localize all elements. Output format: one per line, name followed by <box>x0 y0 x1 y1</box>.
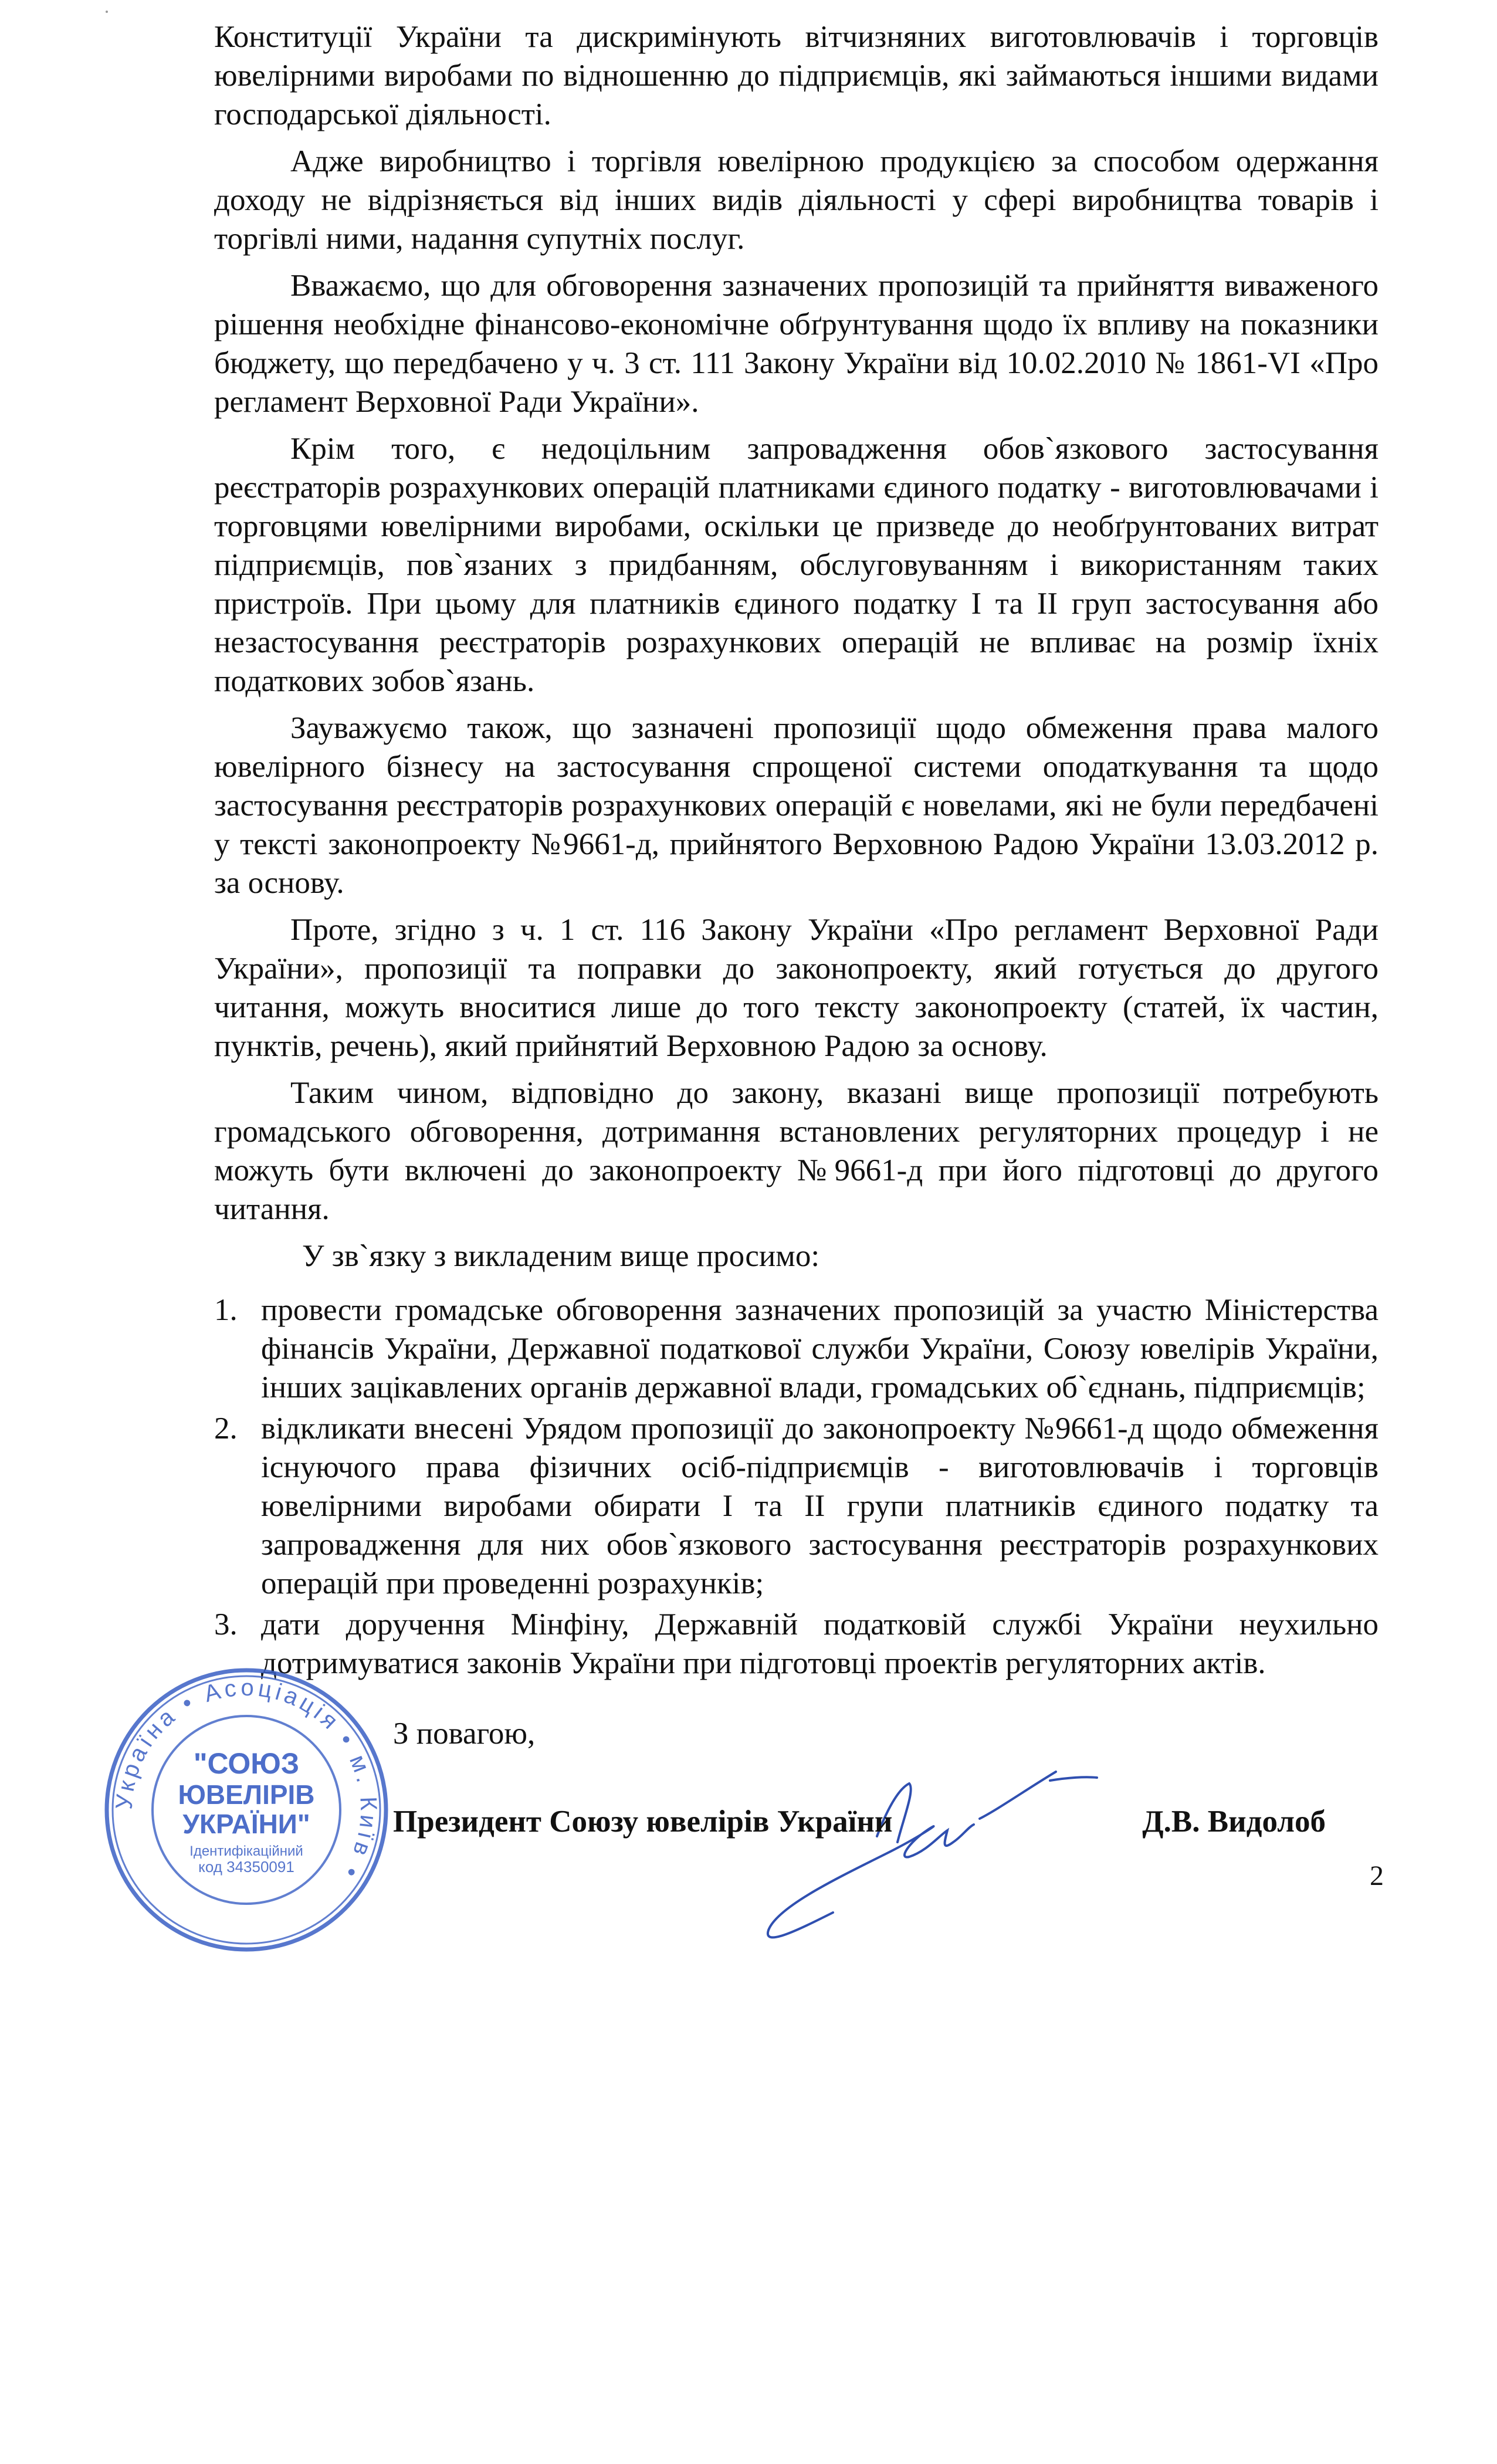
signatory-name: Д.В. Видолоб <box>1142 1805 1326 1839</box>
signature-stroke <box>1050 1777 1097 1781</box>
stamp-line-3: УКРАЇНИ" <box>182 1809 310 1839</box>
signature-line <box>393 1804 1326 1839</box>
stamp-ring-text: Україна • Асоціація • м. Київ • <box>111 1674 382 1886</box>
request-text: провести громадське обговорення зазначених пропозицій за участю Міністерства фінансів України, Державної податкової служби України, Союзу ювелірів України, інших зацікавлених органів державної влади, громадських об`єднань, підприємців; <box>261 1293 1379 1404</box>
request-text: дати доручення Мінфіну, Державній податковій службі України неухильно дотримуватися законів України при підготовці проектів регуляторних актів. <box>261 1607 1379 1680</box>
paragraph: Таким чином, відповідно до закону, вказані вище пропозиції потребують громадського обговорення, дотримання встановлених регуляторних процедур і не можуть бути включені до законопроекту №9661-д при його підготовці до другого читання. <box>214 1076 1379 1226</box>
letter-body <box>214 18 1379 1685</box>
request-text: відкликати внесені Урядом пропозиції до законопроекту №9661-д щодо обмеження існуючого права фізичних осіб-підприємців - виготовлювачів і торговців ювелірними виробами обирати І та ІІ групи платників єдиного податку та запровадження для них обов`язкового застосування реєстраторів розрахункових операцій при проведенні розрахунків; <box>261 1412 1379 1600</box>
scan-artifact <box>106 11 108 13</box>
signature-stroke <box>768 1825 974 1937</box>
union-stamp <box>100 1663 393 1957</box>
paragraph: Проте, згідно з ч. 1 ст. 116 Закону України «Про регламент Верховної Ради України», пропозиції та поправки до законопроекту, який готується до другого читання, можуть вноситися лише до того тексту законопроекту (статей, їх частин, пунктів, речень), який прийнятий Верховною Радою за основу. <box>214 913 1379 1063</box>
request-item <box>214 1409 1379 1603</box>
page-number: 2 <box>1370 1860 1384 1891</box>
paragraph: Зауважуємо також, що зазначені пропозиції щодо обмеження права малого ювелірного бізнесу на застосування спрощеної системи оподаткування та щодо застосування реєстраторів розрахункових операцій є новелами, які не були передбачені у тексті законопроекту №9661-д, прийнятого Верховною Радою України 13.03.2012 р. за основу. <box>214 711 1379 900</box>
handwritten-signature <box>751 1754 1197 1965</box>
request-intro: У зв`язку з викладеним вище просимо: <box>302 1239 820 1273</box>
request-list <box>214 1291 1379 1683</box>
request-number: 3. <box>214 1607 238 1641</box>
stamp-line-2: ЮВЕЛІРІВ <box>178 1779 315 1810</box>
stamp-id-code: код 34350091 <box>198 1858 294 1876</box>
request-number: 2. <box>214 1412 238 1446</box>
request-item <box>214 1291 1379 1407</box>
request-number: 1. <box>214 1293 238 1327</box>
signatory-title: Президент Союзу ювелірів України <box>393 1805 893 1839</box>
closing-phrase: З повагою, <box>393 1717 536 1751</box>
paragraph: Вважаємо, що для обговорення зазначених пропозицій та прийняття виваженого рішення необхідне фінансово-економічне обґрунтування щодо їх впливу на показники бюджету, що передбачено у ч. 3 ст. 111 Закону України від 10.02.2010 № 1861-VI «Про регламент Верховної Ради України». <box>214 269 1379 419</box>
paragraph: Адже виробництво і торгівля ювелірною продукцією за способом одержання доходу не відрізняється від інших видів діяльності у сфері виробництва товарів і торгівлі ними, надання супутніх послуг. <box>214 144 1379 256</box>
paragraph-continuation: Конституції України та дискримінують вітчизняних виготовлювачів і торговців ювелірними виробами по відношенню до підприємців, які займаються іншими видами господарської діяльності. <box>214 20 1379 131</box>
stamp-id-label: Ідентифікаційний <box>189 1843 303 1859</box>
stamp-line-1: "СОЮЗ <box>193 1747 300 1780</box>
paragraph: Крім того, є недоцільним запровадження обов`язкового застосування реєстраторів розрахункових операцій платниками єдиного податку - виготовлювачами і торговцями ювелірними виробами, оскільки це призведе до необґрунтованих витрат підприємців, пов`язаних з придбанням, обслуговуванням і використанням таких пристроїв. При цьому для платників єдиного податку І та ІІ груп застосування або незастосування реєстраторів розрахункових операцій не впливає на розмір їхніх податкових зобов`язань. <box>214 432 1379 698</box>
